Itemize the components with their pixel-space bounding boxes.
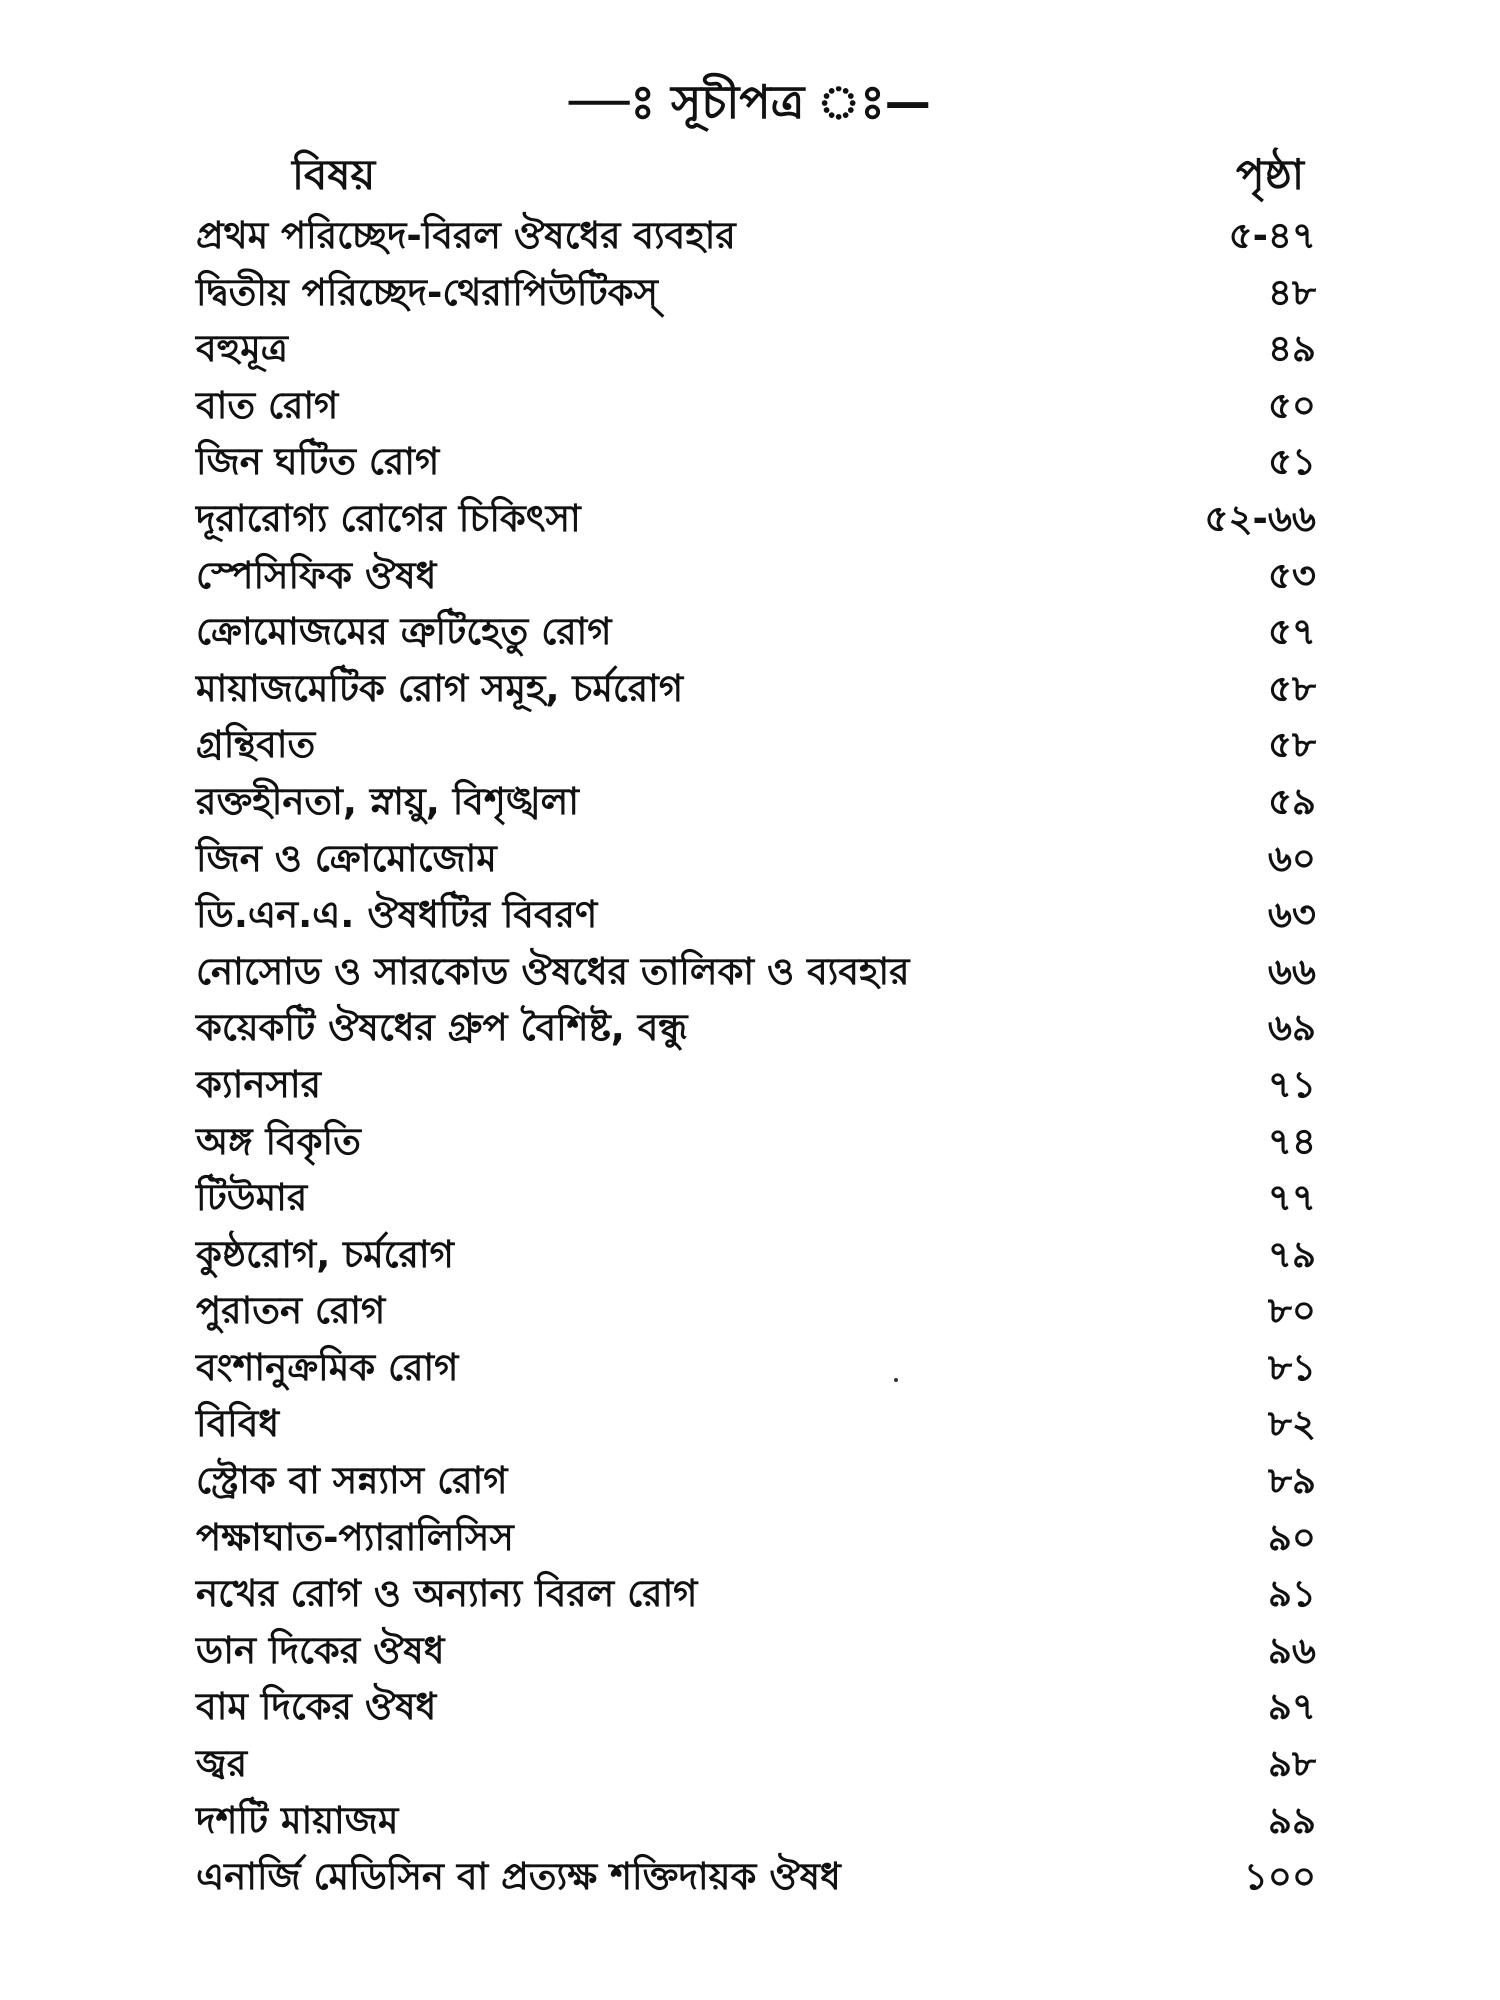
toc-entry xyxy=(196,887,1316,944)
toc-entry-page: ৭৭ xyxy=(1267,1176,1316,1220)
toc-entry-page: ৭১ xyxy=(1267,1062,1316,1106)
toc-entry xyxy=(196,1793,1316,1850)
toc-entry-title: কয়েকটি ঔষধের গ্রুপ বৈশিষ্ট, বন্ধু xyxy=(196,1006,688,1050)
toc-entry-title: ক্যানসার xyxy=(196,1062,321,1106)
toc-entry-title: পুরাতন রোগ xyxy=(196,1289,386,1333)
toc-entry xyxy=(196,434,1316,491)
toc-entry-title: নখের রোগ ও অন্যান্য বিরল রোগ xyxy=(196,1572,698,1616)
toc-entry xyxy=(196,208,1316,265)
toc-entry-title: এনার্জি মেডিসিন বা প্রত্যক্ষ শক্তিদায়ক ঔষধ xyxy=(196,1855,841,1899)
toc-entry xyxy=(196,1453,1316,1510)
toc-entry xyxy=(196,831,1316,888)
toc-entry-title: স্পেসিফিক ঔষধ xyxy=(196,553,437,597)
toc-entry-page: ৬৬ xyxy=(1267,949,1316,993)
toc-entry xyxy=(196,1623,1316,1680)
toc-entry-title: বাম দিকের ঔষধ xyxy=(196,1685,437,1729)
toc-entry xyxy=(196,944,1316,1001)
toc-entry xyxy=(196,661,1316,718)
toc-entry xyxy=(196,1227,1316,1284)
toc-entry-page: ৯০ xyxy=(1267,1515,1316,1559)
toc-entry xyxy=(196,1736,1316,1793)
toc-entry-title: পক্ষাঘাত-প্যারালিসিস xyxy=(196,1515,514,1559)
toc-entry-title: কুষ্ঠরোগ, চর্মরোগ xyxy=(196,1232,454,1276)
toc-entry-title: নোসোড ও সারকোড ঔষধের তালিকা ও ব্যবহার xyxy=(196,949,910,993)
contents-list xyxy=(196,208,1316,1906)
toc-entry-title: দশটি মায়াজম xyxy=(196,1798,399,1842)
toc-entry-page: ৪৯ xyxy=(1267,327,1316,371)
toc-entry xyxy=(196,1510,1316,1567)
toc-entry-page: ৫৮ xyxy=(1267,723,1316,767)
toc-entry-page: ৪৮ xyxy=(1267,270,1316,314)
toc-entry-page: ৯৯ xyxy=(1267,1798,1316,1842)
print-speck xyxy=(894,1378,898,1382)
toc-entry-title: অঙ্গ বিকৃতি xyxy=(196,1119,361,1163)
toc-entry xyxy=(196,1114,1316,1171)
toc-entry xyxy=(196,1849,1316,1906)
toc-entry-page: ৭৯ xyxy=(1267,1232,1316,1276)
toc-entry-page: ৯৬ xyxy=(1267,1628,1316,1672)
page-column-header: পৃষ্ঠা xyxy=(1236,150,1305,199)
toc-entry xyxy=(196,1283,1316,1340)
toc-entry xyxy=(196,1340,1316,1397)
toc-entry-page: ৫৩ xyxy=(1267,553,1316,597)
toc-entry xyxy=(196,378,1316,435)
toc-entry-page: ৮৯ xyxy=(1267,1459,1316,1503)
page-title: —ঃ সূচীপত্র ঃ— xyxy=(569,75,931,129)
toc-entry-page: ৯৮ xyxy=(1267,1742,1316,1786)
toc-entry-page: ৯১ xyxy=(1267,1572,1316,1616)
toc-entry-title: জ্বর xyxy=(196,1742,248,1786)
toc-entry xyxy=(196,1057,1316,1114)
subject-column-header: বিষয় xyxy=(292,150,376,199)
toc-entry-page: ৮২ xyxy=(1267,1402,1316,1446)
toc-entry-title: বাত রোগ xyxy=(196,383,339,427)
toc-entry-title: বিবিধ xyxy=(196,1402,280,1446)
toc-entry-title: ডান দিকের ঔষধ xyxy=(196,1628,445,1672)
toc-entry-title: স্ট্রোক বা সন্ন্যাস রোগ xyxy=(196,1459,508,1503)
toc-entry xyxy=(196,265,1316,322)
toc-entry-title: দ্বিতীয় পরিচ্ছেদ-থেরাপিউটিকস্ xyxy=(196,270,658,314)
toc-entry xyxy=(196,1396,1316,1453)
toc-entry-page: ৭৪ xyxy=(1267,1119,1316,1163)
toc-entry-title: জিন ও ক্রোমোজোম xyxy=(196,836,497,880)
toc-entry-page: ১০০ xyxy=(1243,1855,1316,1899)
toc-entry-title: বংশানুক্রমিক রোগ xyxy=(196,1345,459,1389)
toc-entry-page: ৫৮ xyxy=(1267,666,1316,710)
toc-entry xyxy=(196,1679,1316,1736)
toc-entry-title: টিউমার xyxy=(196,1176,308,1220)
toc-entry-title: রক্তহীনতা, স্নায়ু, বিশৃঙ্খলা xyxy=(196,779,579,823)
toc-entry-page: ৮০ xyxy=(1267,1289,1316,1333)
toc-entry-page: ৫৭ xyxy=(1267,610,1316,654)
toc-entry-page: ৫০ xyxy=(1267,383,1316,427)
toc-entry-title: মায়াজমেটিক রোগ সমূহ, চর্মরোগ xyxy=(196,666,684,710)
toc-entry-page: ৮১ xyxy=(1267,1345,1316,1389)
toc-entry xyxy=(196,321,1316,378)
toc-entry-page: ৫২-৬৬ xyxy=(1204,496,1316,540)
toc-entry-title: বহুমূত্র xyxy=(196,327,288,371)
toc-entry xyxy=(196,548,1316,605)
toc-entry-page: ৫-৪৭ xyxy=(1228,214,1316,257)
toc-entry xyxy=(196,491,1316,548)
toc-entry-title: গ্রন্থিবাত xyxy=(196,723,316,767)
toc-entry-page: ৫৯ xyxy=(1267,779,1316,823)
toc-entry-title: দূরারোগ্য রোগের চিকিৎসা xyxy=(196,496,581,540)
toc-entry xyxy=(196,1566,1316,1623)
toc-entry-page: ৬৩ xyxy=(1267,893,1316,937)
toc-entry-page: ৬০ xyxy=(1267,836,1316,880)
toc-entry-title: ক্রোমোজমের ত্রুটিহেতু রোগ xyxy=(196,610,612,654)
toc-entry-title: ডি.এন.এ. ঔষধটির বিবরণ xyxy=(196,893,598,937)
toc-entry-page: ৯৭ xyxy=(1267,1685,1316,1729)
toc-entry xyxy=(196,1000,1316,1057)
toc-entry xyxy=(196,604,1316,661)
toc-entry-title: জিন ঘটিত রোগ xyxy=(196,440,440,484)
toc-entry xyxy=(196,1170,1316,1227)
toc-entry xyxy=(196,774,1316,831)
toc-entry-title: প্রথম পরিচ্ছেদ-বিরল ঔষধের ব্যবহার xyxy=(196,214,736,257)
toc-entry xyxy=(196,717,1316,774)
toc-entry-page: ৬৯ xyxy=(1267,1006,1316,1050)
toc-entry-page: ৫১ xyxy=(1267,440,1316,484)
